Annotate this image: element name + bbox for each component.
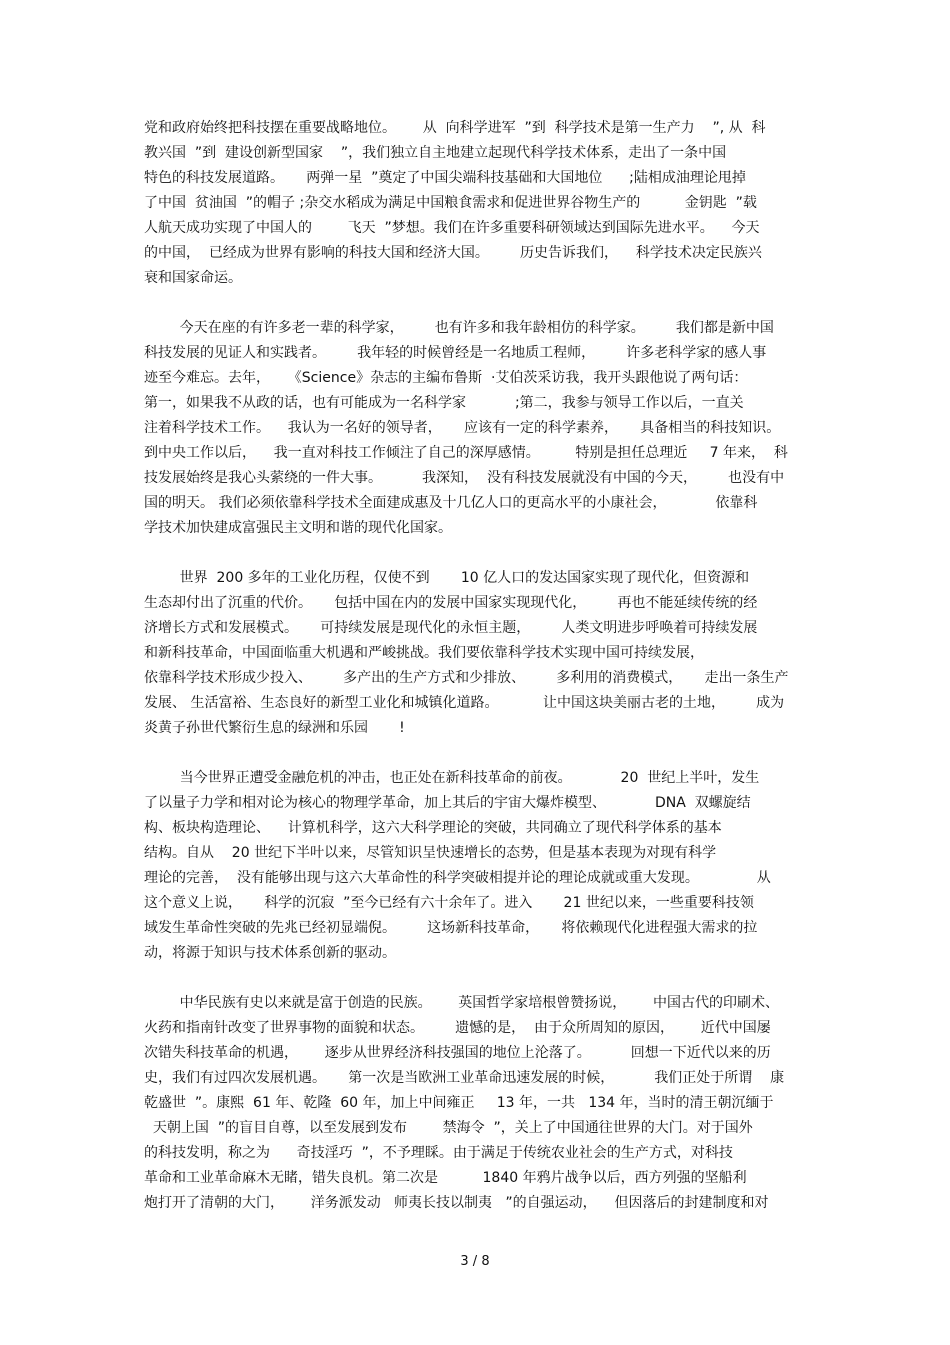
text-line: 世界 200 多年的工业化历程，仅使不到 10 亿人口的发达国家实现了现代化，但资源和 <box>144 570 750 586</box>
text-line: 理论的完善， 没有能够出现与这六大革命性的科学突破相提并论的理论成就或重大发现。 从 <box>144 870 771 886</box>
text-line: 的科技发明，称之为 奇技淫巧 ”，不予理睬。由于满足于传统农业社会的生产方式，对科技 <box>144 1145 733 1161</box>
text-line: 结构。自从 20 世纪下半叶以来，尽管知识呈快速增长的态势，但是基本表现为对现有科学 <box>144 845 717 861</box>
text-line: 的中国， 已经成为世界有影响的科技大国和经济大国。 历史告诉我们， 科学技术决定民族兴 <box>144 245 762 261</box>
text-line: 生态却付出了沉重的代价。 包括中国在内的发展中国家实现现代化， 再也不能延续传统的经 <box>144 595 758 611</box>
text-line: 第一，如果我不从政的话，也有可能成为一名科学家 ;第二，我参与领导工作以后，一直关 <box>144 395 744 411</box>
text-line: 史，我们有过四次发展机遇。 第一次是当欧洲工业革命迅速发展的时候， 我们正处于所谓 康 <box>144 1070 785 1086</box>
text-line: 迹至今难忘。去年， 《Science》杂志的主编布鲁斯 ·艾伯茨采访我，我开头跟他说了两句话： <box>144 370 748 386</box>
text-line: 学技术加快建成富强民主文明和谐的现代化国家。 <box>144 520 452 536</box>
text-line: 构、板块构造理论、 计算机科学，这六大科学理论的突破，共同确立了现代科学体系的基本 <box>144 820 722 836</box>
text-line: 国的明天。 我们必须依靠科学技术全面建成惠及十几亿人口的更高水平的小康社会， 依靠科 <box>144 495 758 511</box>
text-line: 革命和工业革命麻木无睹，错失良机。第二次是 1840 年鸦片战争以后，西方列强的坚船利 <box>144 1170 747 1186</box>
text-line: 特色的科技发展道路。 两弹一星 ”奠定了中国尖端科技基础和大国地位 ;陆相成油理论甩掉 <box>144 170 746 186</box>
text-line: 这个意义上说， 科学的沉寂 ”至今已经有六十余年了。进入 21 世纪以来，一些重要科技领 <box>144 895 754 911</box>
text-line: 了以量子力学和相对论为核心的物理学革命，加上其后的宇宙大爆炸模型、 DNA 双螺旋结 <box>144 795 751 811</box>
text-line: 乾盛世 ”。康熙 61 年、乾隆 60 年，加上中间雍正 13 年，一共 134 年，当时的清王朝沉缅于 <box>144 1095 774 1111</box>
text-line: 天朝上国 ”的盲目自尊，以至发展到发布 禁海令 ”，关上了中国通往世界的大门。对于国外 <box>144 1120 753 1136</box>
text-line: 和新科技革命，中国面临重大机遇和严峻挑战。我们要依靠科学技术实现中国可持续发展， <box>144 645 704 661</box>
text-line: 注着科学技术工作。 我认为一名好的领导者， 应该有一定的科学素养， 具备相当的科技知识。 <box>144 420 781 436</box>
text-line: 教兴国 ”到 建设创新型国家 ”，我们独立自主地建立起现代科学技术体系，走出了一条中国 <box>144 145 727 161</box>
text-line: 了中国 贫油国 ”的帽子 ;杂交水稻成为满足中国粮食需求和促进世界谷物生产的 金钥匙 ”载 <box>144 195 757 211</box>
page-number: 3 / 8 <box>460 1254 490 1269</box>
text-line: 到中央工作以后， 我一直对科技工作倾注了自己的深厚感情。 特别是担任总理近 7 年来， 科 <box>144 445 788 461</box>
text-line: 炮打开了清朝的大门， 洋务派发动 师夷长技以制夷 ”的自强运动， 但因落后的封建制度和对 <box>144 1195 769 1211</box>
text-line: 今天在座的有许多老一辈的科学家， 也有许多和我年龄相仿的科学家。 我们都是新中国 <box>144 320 774 336</box>
text-line: 依靠科学技术形成少投入、 多产出的生产方式和少排放、 多利用的消费模式， 走出一条生产 <box>144 670 789 686</box>
text-line: 党和政府始终把科技摆在重要战略地位。 从 向科学进军 ”到 科学技术是第一生产力 ”, 从 科 <box>144 120 766 136</box>
text-line: 动，将源于知识与技术体系创新的驱动。 <box>144 945 396 961</box>
text-line: 人航天成功实现了中国人的 飞天 ”梦想。我们在许多重要科研领域达到国际先进水平。 今天 <box>144 220 760 236</box>
text-line: 技发展始终是我心头萦绕的一件大事。 我深知， 没有科技发展就没有中国的今天， 也没有中 <box>144 470 785 486</box>
text-line: 发展、 生活富裕、生态良好的新型工业化和城镇化道路。 让中国这块美丽古老的土地， 成为 <box>144 695 785 711</box>
text-line: 域发生革命性突破的先兆已经初显端倪。 这场新科技革命， 将依赖现代化进程强大需求的拉 <box>144 920 758 936</box>
text-line: 衰和国家命运。 <box>144 270 242 286</box>
text-line: 炎黄子孙世代繁衍生息的绿洲和乐园 ! <box>144 720 405 736</box>
text-line: 火药和指南针改变了世界事物的面貌和状态。 遗憾的是， 由于众所周知的原因， 近代中国屡 <box>144 1020 771 1036</box>
text-line: 科技发展的见证人和实践者。 我年轻的时候曾经是一名地质工程师， 许多老科学家的感人事 <box>144 345 767 361</box>
text-line: 当今世界正遭受金融危机的冲击，也正处在新科技革命的前夜。 20 世纪上半叶，发生 <box>144 770 760 786</box>
text-line: 次错失科技革命的机遇， 逐步从世界经济科技强国的地位上沦落了。 回想一下近代以来的历 <box>144 1045 771 1061</box>
text-line: 中华民族有史以来就是富于创造的民族。 英国哲学家培根曾赞扬说， 中国古代的印刷术、 <box>144 995 780 1011</box>
text-line: 济增长方式和发展模式。 可持续发展是现代化的永恒主题， 人类文明进步呼唤着可持续发展 <box>144 620 758 636</box>
